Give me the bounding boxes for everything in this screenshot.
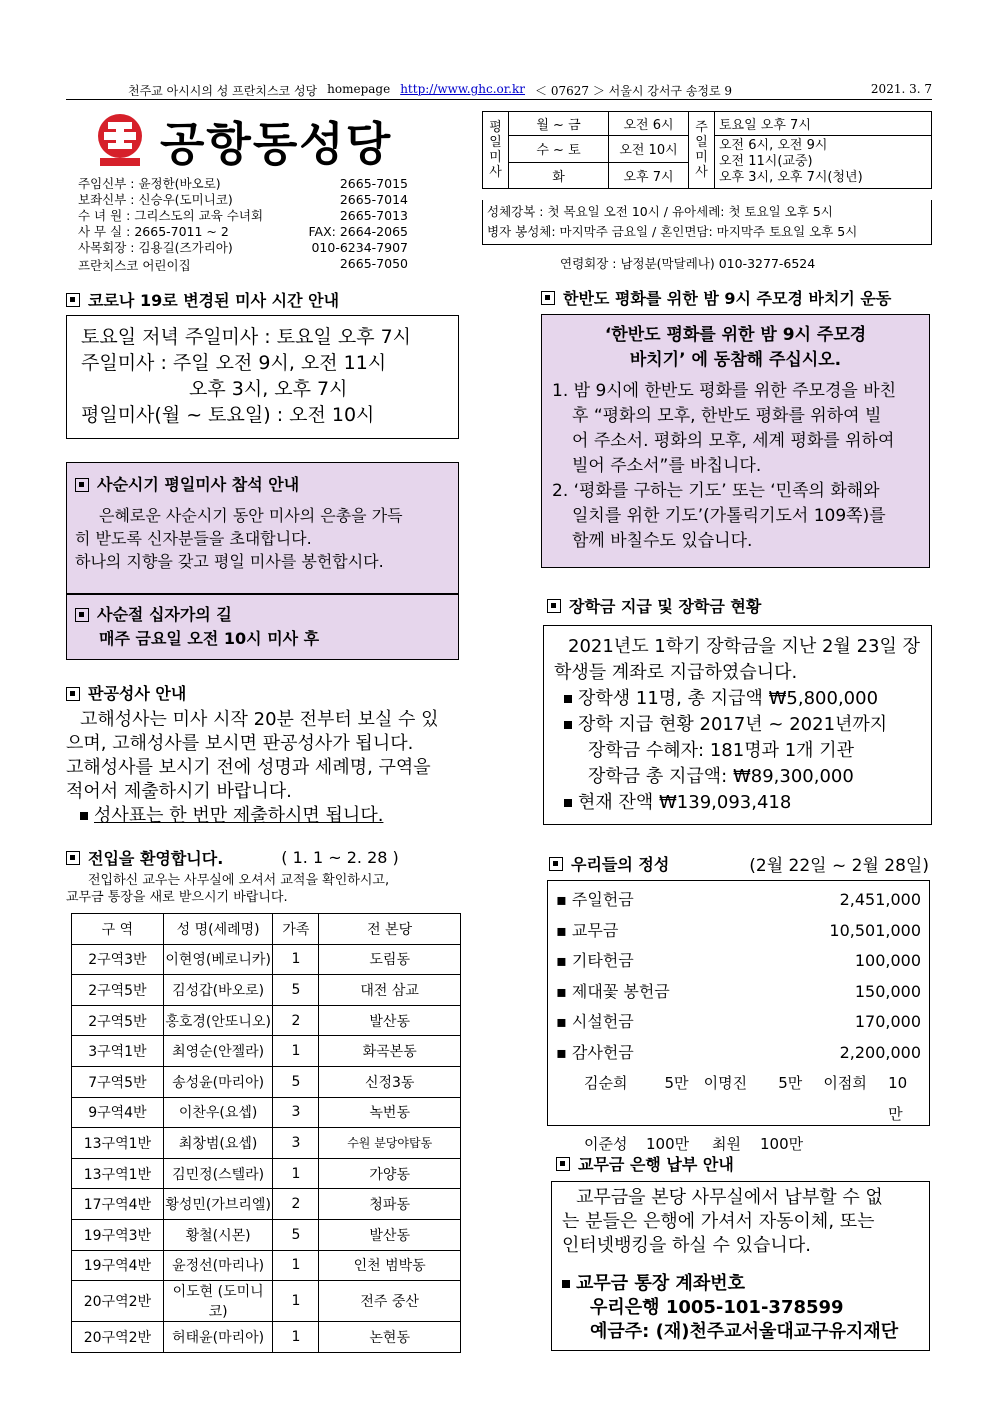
table-cell: 2 bbox=[273, 1189, 319, 1220]
staff-row: 보좌신부 : 신승우(도미니코) 2665-7014 bbox=[78, 192, 408, 207]
table-cell: 2구역3반 bbox=[72, 944, 164, 975]
square-bullet-icon bbox=[75, 608, 89, 622]
mass-day: 화 bbox=[509, 162, 609, 189]
church-logo bbox=[94, 112, 146, 166]
sunday-mass-label: 주일미사 bbox=[689, 112, 715, 189]
confession-section: 판공성사 안내 고해성사는 미사 시작 20분 전부터 보실 수 있 으며, 고해성사를 보시면 판공성사가 됩니다. 고해성사를 보시기 전에 성명과 세례명, 구역을 적어서 제출하시기 바랍니다. 성사표는 한 번만 제출하시면 됩니다. bbox=[66, 684, 439, 826]
table-cell: 13구역1반 bbox=[72, 1128, 164, 1159]
offering-name: ▪ 기타헌금 bbox=[556, 951, 634, 970]
lent-title: 사순시기 평일미사 참석 안내 bbox=[75, 473, 450, 496]
kindergarten-row: 프란치스코 어린이집 2665-7050 bbox=[78, 256, 408, 273]
welcome-title: 전입을 환영합니다. ( 1. 1 ~ 2. 28 ) bbox=[66, 846, 466, 869]
table-cell: 허태윤(마리아) bbox=[163, 1322, 273, 1353]
table-cell: 이현영(베로니카) bbox=[163, 944, 273, 975]
offering-amount: 100,000 bbox=[854, 951, 921, 970]
offering-name: ▪ 교무금 bbox=[556, 920, 619, 940]
table-cell: 19구역4반 bbox=[72, 1250, 164, 1281]
welcome-note: 전입하신 교우는 사무실에 오셔서 교적을 확인하시고, 교무금 통장을 새로 받으시기 바랍니다. bbox=[66, 873, 390, 905]
square-bullet-icon bbox=[556, 1157, 570, 1171]
sunday-mass-times: 오전 6시, 오전 9시 오전 11시(교중) 오후 3시, 오후 7시(청년) bbox=[715, 136, 932, 189]
staff-list bbox=[78, 176, 408, 256]
bullet-icon bbox=[80, 812, 88, 820]
offering-name: ▪ 시설헌금 bbox=[556, 1012, 634, 1031]
square-bullet-icon bbox=[75, 478, 89, 492]
table-cell: 신정3동 bbox=[319, 1066, 461, 1097]
table-cell: 화곡본동 bbox=[319, 1036, 461, 1067]
table-cell: 윤정선(마리나) bbox=[163, 1250, 273, 1281]
header-line bbox=[128, 82, 932, 99]
table-row bbox=[72, 1097, 461, 1128]
table-cell: 1 bbox=[273, 1322, 319, 1353]
table-row bbox=[72, 1250, 461, 1281]
table-cell: 3 bbox=[273, 1097, 319, 1128]
table-cell: 19구역3반 bbox=[72, 1219, 164, 1250]
table-cell: 1 bbox=[273, 1036, 319, 1067]
offering-amount: 150,000 bbox=[854, 981, 921, 1001]
table-row bbox=[72, 1281, 461, 1322]
offering-row bbox=[556, 885, 921, 916]
offering-row bbox=[556, 977, 921, 1008]
bullet-icon bbox=[564, 721, 572, 729]
donor-row: 김순희 5만 이명진 5만 이점희 10만 bbox=[584, 1074, 908, 1123]
sacrament-info: 성체강복 : 첫 목요일 오전 10시 / 유아세례: 첫 토요일 오후 5시 병자 봉성체: 마지막주 금요일 / 혼인면담: 마지막주 토요일 오후 5시 bbox=[482, 200, 932, 245]
offering-amount: 2,200,000 bbox=[839, 1042, 921, 1062]
table-cell: 5 bbox=[273, 975, 319, 1006]
table-cell: 김성갑(바오로) bbox=[163, 975, 273, 1006]
bank-title: 교무금 은행 납부 안내 bbox=[556, 1152, 734, 1175]
bullet-icon bbox=[562, 1280, 570, 1288]
donor-row: 이준성 100만 최원 100만 bbox=[584, 1135, 804, 1153]
mass-times-table bbox=[482, 111, 932, 189]
offering-amount: 10,501,000 bbox=[829, 920, 921, 940]
square-bullet-icon bbox=[66, 687, 80, 701]
table-header-cell: 구 역 bbox=[72, 914, 164, 945]
table-cell: 2구역5반 bbox=[72, 1005, 164, 1036]
table-cell: 청파동 bbox=[319, 1189, 461, 1220]
lent-box: 사순시기 평일미사 참석 안내 은혜로운 사순시기 동안 미사의 은총을 가득 히 받도록 신자분들을 초대합니다. 하나의 지향을 갖고 평일 미사를 봉헌합시다. bbox=[66, 462, 459, 594]
square-bullet-icon bbox=[541, 291, 555, 305]
staff-row: 사 무 실 : 2665-7011 ~ 2 FAX: 2664-2065 bbox=[78, 224, 408, 239]
offering-name: ▪ 주일헌금 bbox=[556, 890, 634, 909]
table-cell: 최영순(안젤라) bbox=[163, 1036, 273, 1067]
table-cell: 17구역4반 bbox=[72, 1189, 164, 1220]
table-cell: 최창범(요셉) bbox=[163, 1128, 273, 1159]
table-cell: 5 bbox=[273, 1219, 319, 1250]
square-bullet-icon bbox=[66, 293, 80, 307]
offering-row bbox=[556, 1038, 921, 1069]
bullet-icon bbox=[564, 695, 572, 703]
table-row bbox=[72, 975, 461, 1006]
square-bullet-icon bbox=[547, 599, 561, 613]
offering-name: ▪ 제대꽃 봉헌금 bbox=[556, 981, 670, 1001]
offering-row bbox=[556, 916, 921, 947]
table-row bbox=[72, 1066, 461, 1097]
mass-time: 오후 7시 bbox=[609, 162, 689, 189]
offering-name: ▪ 감사헌금 bbox=[556, 1042, 634, 1062]
mass-time: 오전 10시 bbox=[609, 136, 689, 163]
table-cell: 김민정(스텔라) bbox=[163, 1158, 273, 1189]
weekday-mass-label: 평일미사 bbox=[483, 112, 509, 189]
table-cell: 대전 삼교 bbox=[319, 975, 461, 1006]
table-cell: 9구역4반 bbox=[72, 1097, 164, 1128]
table-cell: 인천 범박동 bbox=[319, 1250, 461, 1281]
table-cell: 가양동 bbox=[319, 1158, 461, 1189]
staff-row: 수 녀 원 : 그리스도의 교육 수녀회 2665-7013 bbox=[78, 208, 408, 223]
table-row bbox=[72, 1005, 461, 1036]
table-cell: 3구역1반 bbox=[72, 1036, 164, 1067]
address: ＜ 07627 ＞ 서울시 강서구 송정로 9 bbox=[535, 84, 733, 98]
peace-box: ‘한반도 평화를 위한 밤 9시 주모경 바치기’ 에 동참해 주십시오. 1. 밤 9시에 한반도 평화를 위한 주모경을 바친 후 “평화의 모후, 한반도 평화를 위하여 빌 어 주소서. 평화의 모후, 세계 평화를 위하여 빌어 주소서”를 바칩니다. 2. ‘평화를 구하는 기도’ 또는 ‘민족의 화해와 일치를 위한 기도’(가톨릭기도서 109쪽)를 함께 바칠수도 있습니다. bbox=[541, 314, 930, 568]
covid-schedule-box: 토요일 저녁 주일미사 : 토요일 오후 7시 주일미사 : 주일 오전 9시, 오전 11시 오후 3시, 오후 7시 평일미사(월 ~ 토요일) : 오전 10시 bbox=[66, 315, 459, 439]
homepage-link[interactable]: http://www.ghc.or.kr bbox=[400, 82, 526, 96]
offering-amount: 2,451,000 bbox=[839, 890, 921, 909]
offering-row bbox=[556, 946, 921, 977]
bank-box: 교무금을 본당 사무실에서 납부할 수 없 는 분들은 은행에 가셔서 자동이체, 또는 인터넷뱅킹을 하실 수 있습니다. 교무금 통장 계좌번호 우리은행 1005-101-378599 예금주: (재)천주교서울대교구유지재단 bbox=[551, 1181, 930, 1351]
peace-title: 한반도 평화를 위한 밤 9시 주모경 바치기 운동 bbox=[541, 286, 891, 309]
scholarship-title: 장학금 지급 및 장학금 현황 bbox=[547, 594, 761, 617]
table-cell: 1 bbox=[273, 1158, 319, 1189]
mass-time: 오전 6시 bbox=[609, 112, 689, 136]
table-cell: 이찬우(요셉) bbox=[163, 1097, 273, 1128]
table-cell: 3 bbox=[273, 1128, 319, 1159]
table-row bbox=[72, 1322, 461, 1353]
table-header-cell: 성 명(세례명) bbox=[163, 914, 273, 945]
table-row bbox=[72, 944, 461, 975]
square-bullet-icon bbox=[549, 857, 563, 871]
funeral-contact: 연령회장 : 남정분(막달레나) 010-3277-6524 bbox=[560, 256, 816, 271]
offering-row bbox=[556, 1007, 921, 1038]
square-bullet-icon bbox=[66, 851, 80, 865]
header-divider bbox=[66, 99, 932, 100]
table-row bbox=[72, 1036, 461, 1067]
sunday-mass-time: 토요일 오후 7시 bbox=[715, 112, 932, 136]
table-cell: 송성윤(마리아) bbox=[163, 1066, 273, 1097]
table-cell: 20구역2반 bbox=[72, 1281, 164, 1322]
table-cell: 1 bbox=[273, 1281, 319, 1322]
table-header-cell: 전 본당 bbox=[319, 914, 461, 945]
mass-day: 월 ~ 금 bbox=[509, 112, 609, 136]
offering-title: 우리들의 정성 (2월 22일 ~ 2월 28일) bbox=[549, 851, 929, 876]
table-cell: 7구역5반 bbox=[72, 1066, 164, 1097]
table-cell: 발산동 bbox=[319, 1005, 461, 1036]
church-full-name: 천주교 아시시의 성 프란치스코 성당 bbox=[128, 84, 318, 98]
table-cell: 1 bbox=[273, 944, 319, 975]
table-cell: 수원 분당야탑동 bbox=[319, 1128, 461, 1159]
table-cell: 전주 중산 bbox=[319, 1281, 461, 1322]
table-cell: 13구역1반 bbox=[72, 1158, 164, 1189]
offering-box bbox=[547, 880, 930, 1153]
table-cell: 도림동 bbox=[319, 944, 461, 975]
scholarship-box: 2021년도 1학기 장학금을 지난 2월 23일 장 학생들 계좌로 지급하였습니다. 장학생 11명, 총 지급액 ₩5,800,000 장학 지급 현황 2017년 ~ 2021년까지 장학금 수혜자: 181명과 1개 기관 장학금 총 지급액: ₩89,300,000 현재 잔액 ₩139,093,418 bbox=[543, 625, 932, 825]
table-cell: 발산동 bbox=[319, 1219, 461, 1250]
table-cell: 논현동 bbox=[319, 1322, 461, 1353]
church-name: 공항동성당 bbox=[160, 117, 393, 171]
table-row bbox=[72, 1158, 461, 1189]
table-row bbox=[72, 1128, 461, 1159]
covid-title: 코로나 19로 변경된 미사 시간 안내 bbox=[66, 288, 339, 311]
bullet-icon bbox=[564, 799, 572, 807]
issue-date: 2021. 3. 7 bbox=[870, 82, 932, 96]
staff-row: 사목회장 : 김용길(즈가리아) 010-6234-7907 bbox=[78, 240, 408, 255]
offering-amount: 170,000 bbox=[854, 1012, 921, 1031]
table-row bbox=[72, 1189, 461, 1220]
table-row bbox=[72, 1219, 461, 1250]
table-cell: 1 bbox=[273, 1250, 319, 1281]
new-members-table bbox=[71, 913, 461, 1353]
table-cell: 20구역2반 bbox=[72, 1322, 164, 1353]
table-cell: 홍호경(안또니오) bbox=[163, 1005, 273, 1036]
staff-row: 주임신부 : 윤정한(바오로) 2665-7015 bbox=[78, 176, 408, 191]
table-header-cell: 가족 bbox=[273, 914, 319, 945]
homepage-label: homepage bbox=[327, 82, 391, 96]
table-cell: 2구역5반 bbox=[72, 975, 164, 1006]
table-cell: 황철(시몬) bbox=[163, 1219, 273, 1250]
table-cell: 황성민(가브리엘) bbox=[163, 1189, 273, 1220]
stations-of-cross-box: 사순절 십자가의 길 매주 금요일 오전 10시 미사 후 bbox=[66, 594, 459, 660]
table-cell: 5 bbox=[273, 1066, 319, 1097]
table-cell: 2 bbox=[273, 1005, 319, 1036]
table-cell: 이도현 (도미니코) bbox=[163, 1281, 273, 1322]
table-cell: 녹번동 bbox=[319, 1097, 461, 1128]
mass-day: 수 ~ 토 bbox=[509, 136, 609, 163]
